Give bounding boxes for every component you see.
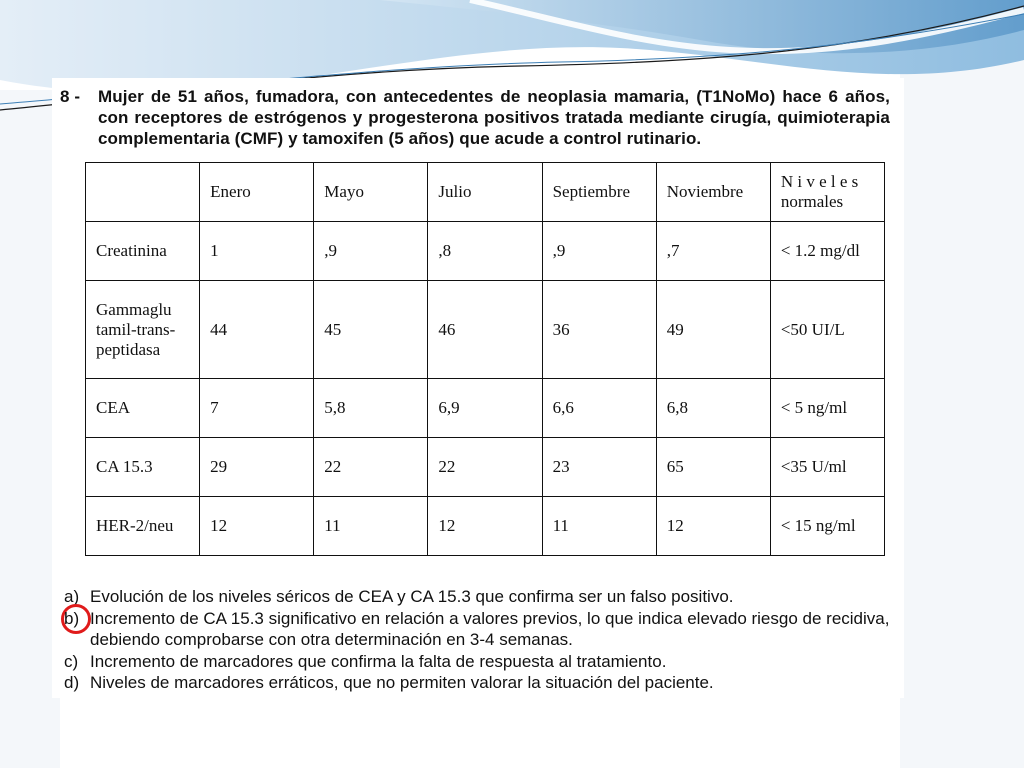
normal-range-cell: < 1.2 mg/dl: [770, 222, 884, 281]
row-label: [86, 281, 200, 379]
question-number: 8 -: [60, 87, 81, 106]
answer-option-a[interactable]: [64, 586, 894, 608]
normal-range-cell: < 15 ng/ml: [770, 497, 884, 556]
table-cell: 29: [200, 438, 314, 497]
option-text: Incremento de CA 15.3 significativo en relación a valores previos, lo que indica elevado riesgo de recidiva, debiendo comprobarse con otra determinación en 3-4 semanas.: [90, 608, 890, 649]
table-cell: 6,8: [656, 379, 770, 438]
table-cell: 12: [200, 497, 314, 556]
table-cell: 1: [200, 222, 314, 281]
option-letter: b): [64, 608, 80, 628]
normal-range-cell: <35 U/ml: [770, 438, 884, 497]
option-text: Niveles de marcadores erráticos, que no permiten valorar la situación del paciente.: [90, 673, 714, 692]
row-label: HER-2/neu: [86, 497, 200, 556]
answer-option-c[interactable]: [64, 651, 894, 673]
table-row: [86, 497, 885, 556]
option-letter: c): [64, 651, 79, 671]
table-cell: ,8: [428, 222, 542, 281]
answer-option-b[interactable]: [64, 608, 894, 651]
option-letter: d): [64, 673, 80, 692]
table-cell: 5,8: [314, 379, 428, 438]
header-cell-niveles-normales: [770, 163, 884, 222]
row-label: CA 15.3: [86, 438, 200, 497]
row-label-line: tamil-trans-: [96, 319, 176, 339]
option-text: Incremento de marcadores que confirma la falta de respuesta al tratamiento.: [90, 651, 667, 671]
row-label-line: peptidasa: [96, 339, 161, 359]
table-header-row: [86, 163, 885, 222]
table-cell: 36: [542, 281, 656, 379]
table-cell: 65: [656, 438, 770, 497]
table-cell: ,9: [542, 222, 656, 281]
table-cell: 22: [428, 438, 542, 497]
header-cell-julio: Julio: [428, 163, 542, 222]
table-cell: 7: [200, 379, 314, 438]
table-cell: 22: [314, 438, 428, 497]
table-cell: 45: [314, 281, 428, 379]
table-cell: 46: [428, 281, 542, 379]
header-normales: normales: [780, 192, 844, 211]
answer-options: [64, 586, 894, 694]
header-cell-empty: [86, 163, 200, 222]
table-cell: 12: [428, 497, 542, 556]
table-cell: 23: [542, 438, 656, 497]
header-cell-septiembre: Septiembre: [542, 163, 656, 222]
table-cell: 44: [200, 281, 314, 379]
table-row: [86, 281, 885, 379]
row-label: Creatinina: [86, 222, 200, 281]
table-cell: 12: [656, 497, 770, 556]
question-stem: [60, 86, 890, 149]
table-cell: 11: [542, 497, 656, 556]
table-row: [86, 222, 885, 281]
header-cell-enero: Enero: [200, 163, 314, 222]
row-label: CEA: [86, 379, 200, 438]
table-cell: 49: [656, 281, 770, 379]
table-cell: ,7: [656, 222, 770, 281]
table-cell: 6,6: [542, 379, 656, 438]
question-panel: [52, 78, 904, 698]
row-label-line: Gammaglu: [96, 299, 172, 319]
table-cell: 6,9: [428, 379, 542, 438]
table-cell: ,9: [314, 222, 428, 281]
header-niveles: N i v e l e s: [780, 172, 859, 191]
question-text: Mujer de 51 años, fumadora, con antecedentes de neoplasia mamaria, (T1NoMo) hace 6 años, con receptores de estrógenos y progesterona positivos tratada mediante cirugía, quimioterapia complementaria (CMF) y tamoxifen (5 años) que acude a control rutinario.: [98, 87, 890, 148]
header-cell-noviembre: Noviembre: [656, 163, 770, 222]
table-cell: 11: [314, 497, 428, 556]
table-row: [86, 438, 885, 497]
table-row: [86, 379, 885, 438]
answer-option-d[interactable]: [64, 672, 894, 694]
normal-range-cell: < 5 ng/ml: [770, 379, 884, 438]
option-letter: a): [64, 587, 80, 606]
lab-results-table: [85, 162, 885, 556]
header-cell-mayo: Mayo: [314, 163, 428, 222]
normal-range-cell: <50 UI/L: [770, 281, 884, 379]
option-text: Evolución de los niveles séricos de CEA y CA 15.3 que confirma ser un falso positivo.: [90, 587, 734, 606]
